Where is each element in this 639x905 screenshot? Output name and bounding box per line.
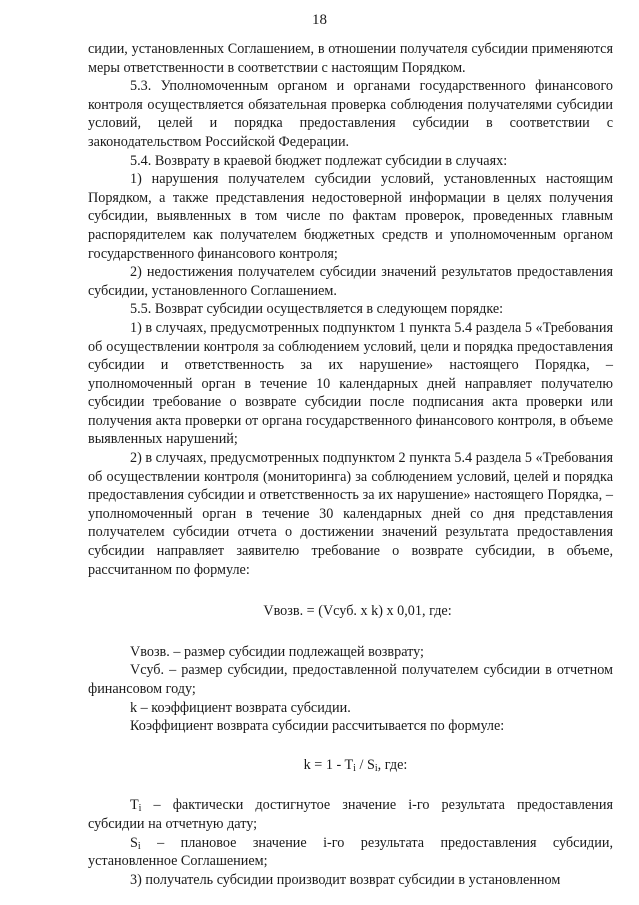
definition-k: k – коэффициент возврата субсидии. <box>130 699 351 716</box>
page-number: 18 <box>312 12 327 28</box>
formula-coefficient-lhs: k = 1 - T <box>303 756 354 773</box>
formula-return-amount: Vвозв. = (Vсуб. х k) х 0,01, где: <box>263 603 452 620</box>
definition-t <box>88 796 613 833</box>
definition-s <box>88 834 613 871</box>
paragraph-5-5: 5.5. Возврат субсидии осуществляется в следующем порядке: <box>130 301 504 318</box>
formula-coefficient-sub-s: i <box>374 762 378 774</box>
paragraph-coefficient: Коэффициент возврата субсидии рассчитывается по формуле: <box>130 718 505 735</box>
definition-v-return: Vвозв. – размер субсидии подлежащей возврату; <box>130 643 424 660</box>
formula-coefficient-mid: / S <box>355 756 375 773</box>
paragraph-5-4: 5.4. Возврату в краевой бюджет подлежат субсидии в случаях: <box>130 152 508 169</box>
paragraph-5-4-item-1: 1) нарушения получателем субсидии условий, установленных настоящим Порядком, а также представления недостоверной информации в целях получения субсидии, выявленных в том числе по фактам проверок, проведенных главным распорядителем как получателем бюджетных средств и уполномоченным органом государственного финансового контроля; <box>88 171 613 262</box>
paragraph-5-5-item-3: 3) получатель субсидии производит возврат субсидии в установленном <box>130 871 561 888</box>
definition-t-symbol: T <box>130 797 139 814</box>
paragraph-5-5-item-1: 1) в случаях, предусмотренных подпунктом 1 пункта 5.4 раздела 5 «Требования об осуществлении контроля за соблюдением условий, цели и порядка предоставления субсидии и ответственность за их нарушение» настоящего Порядка, – уполномоченный орган в течение 10 календарных дней направляет получателю субсидии требование о возврате субсидии после подписания акта проверки или получения акта проверки от органа государственного финансового контроля, в объеме выявленных нарушений; <box>88 319 613 448</box>
definition-t-text: – фактически достигнутое значение i-го результата предоставления субсидии на отчетную дату; <box>88 797 613 832</box>
definition-v-subsidy: Vсуб. – размер субсидии, предоставленной получателем субсидии в отчетном финансовом году; <box>88 662 613 697</box>
formula-coefficient <box>88 756 613 775</box>
paragraph-5-5-item-2: 2) в случаях, предусмотренных подпунктом 2 пункта 5.4 раздела 5 «Требования об осуществлении контроля (мониторинга) за соблюдением условий, целей и порядка предоставления субсидии и ответственность за их нарушение» настоящего Порядка, – уполномоченный орган в течение 30 календарных дней со дня представления получателем субсидии отчета о достижении значений результата предоставления субсидии направляет заявителю требование о возврате субсидии, в объеме, рассчитанном по формуле: <box>88 450 613 578</box>
document-body <box>88 40 613 889</box>
paragraph-5-3: 5.3. Уполномоченным органом и органами государственного финансового контроля осуществляется обязательная проверка соблюдения получателями субсидии условий, целей и порядка предоставления субсидии в соответствии с законодательством Российской Федерации. <box>88 78 613 150</box>
paragraph-continuation: сидии, установленных Соглашением, в отношении получателя субсидии применяются меры ответственности в соответствии с настоящим Порядком. <box>88 41 613 76</box>
definition-s-subscript: i <box>137 840 141 852</box>
definition-t-subscript: i <box>138 803 142 815</box>
formula-coefficient-tail: , где: <box>377 756 408 773</box>
paragraph-5-4-item-2: 2) недостижения получателем субсидии значений результатов предоставления субсидии, установленного Соглашением. <box>88 264 613 299</box>
definition-s-symbol: S <box>130 834 138 851</box>
definition-s-text: – плановое значение i-го результата предоставления субсидии, установленное Соглашением; <box>88 834 613 870</box>
formula-coefficient-sub-t: i <box>353 762 356 774</box>
